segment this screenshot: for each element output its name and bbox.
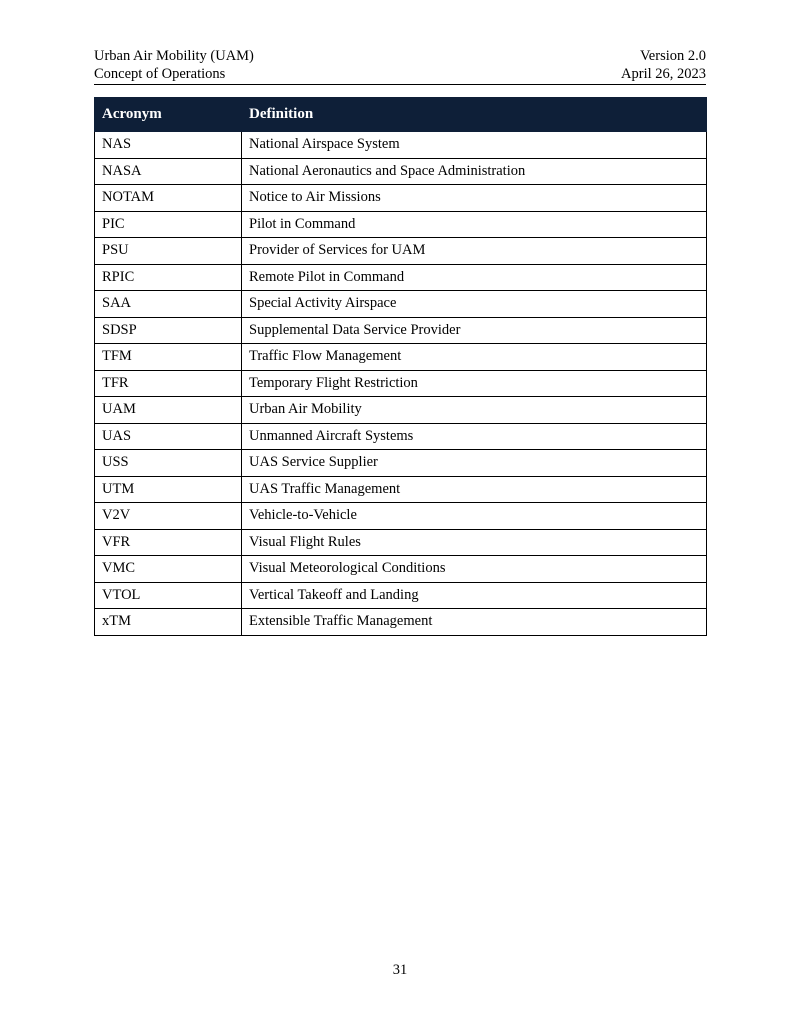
acronym-table xyxy=(94,97,707,636)
table-row xyxy=(95,132,707,159)
table-row xyxy=(95,397,707,424)
column-header-definition: Definition xyxy=(242,98,707,132)
acronym-cell: VMC xyxy=(95,556,242,583)
table-row xyxy=(95,238,707,265)
acronym-cell: SDSP xyxy=(95,317,242,344)
table-body xyxy=(95,132,707,636)
definition-cell: Remote Pilot in Command xyxy=(242,264,707,291)
acronym-cell: RPIC xyxy=(95,264,242,291)
acronym-cell: xTM xyxy=(95,609,242,636)
table-header-row xyxy=(95,98,707,132)
definition-cell: National Aeronautics and Space Administration xyxy=(242,158,707,185)
table-row xyxy=(95,609,707,636)
acronym-cell: VTOL xyxy=(95,582,242,609)
table-row xyxy=(95,556,707,583)
acronym-cell: UAM xyxy=(95,397,242,424)
definition-cell: Vertical Takeoff and Landing xyxy=(242,582,707,609)
document-version: Version 2.0 xyxy=(639,48,706,64)
table-row xyxy=(95,211,707,238)
table-row xyxy=(95,370,707,397)
table-row xyxy=(95,476,707,503)
acronym-cell: PIC xyxy=(95,211,242,238)
definition-cell: Extensible Traffic Management xyxy=(242,609,707,636)
table-row xyxy=(95,423,707,450)
acronym-cell: TFR xyxy=(95,370,242,397)
table-row xyxy=(95,503,707,530)
definition-cell: UAS Service Supplier xyxy=(242,450,707,477)
column-header-acronym: Acronym xyxy=(95,98,242,132)
table-row xyxy=(95,582,707,609)
definition-cell: Special Activity Airspace xyxy=(242,291,707,318)
page-number: 31 xyxy=(392,962,408,978)
acronym-cell: V2V xyxy=(95,503,242,530)
acronym-cell: VFR xyxy=(95,529,242,556)
definition-cell: Vehicle-to-Vehicle xyxy=(242,503,707,530)
acronym-cell: USS xyxy=(95,450,242,477)
definition-cell: National Airspace System xyxy=(242,132,707,159)
document-date: April 26, 2023 xyxy=(621,66,706,82)
definition-cell: Pilot in Command xyxy=(242,211,707,238)
acronym-cell: UAS xyxy=(95,423,242,450)
table-row xyxy=(95,185,707,212)
definition-cell: Visual Flight Rules xyxy=(242,529,707,556)
definition-cell: UAS Traffic Management xyxy=(242,476,707,503)
definition-cell: Traffic Flow Management xyxy=(242,344,707,371)
acronym-cell: SAA xyxy=(95,291,242,318)
definition-cell: Supplemental Data Service Provider xyxy=(242,317,707,344)
definition-cell: Provider of Services for UAM xyxy=(242,238,707,265)
acronym-cell: NOTAM xyxy=(95,185,242,212)
definition-cell: Temporary Flight Restriction xyxy=(242,370,707,397)
acronym-cell: NASA xyxy=(95,158,242,185)
table-row xyxy=(95,529,707,556)
definition-cell: Notice to Air Missions xyxy=(242,185,707,212)
definition-cell: Unmanned Aircraft Systems xyxy=(242,423,707,450)
acronym-cell: NAS xyxy=(95,132,242,159)
definition-cell: Urban Air Mobility xyxy=(242,397,707,424)
table-row xyxy=(95,317,707,344)
table-row xyxy=(95,291,707,318)
acronym-cell: TFM xyxy=(95,344,242,371)
table-row xyxy=(95,264,707,291)
acronym-cell: PSU xyxy=(95,238,242,265)
definition-cell: Visual Meteorological Conditions xyxy=(242,556,707,583)
table-row xyxy=(95,158,707,185)
page-header xyxy=(94,46,706,85)
document-title: Urban Air Mobility (UAM) xyxy=(94,48,254,64)
table-row xyxy=(95,344,707,371)
table-row xyxy=(95,450,707,477)
document-subtitle: Concept of Operations xyxy=(94,66,226,82)
acronym-cell: UTM xyxy=(95,476,242,503)
